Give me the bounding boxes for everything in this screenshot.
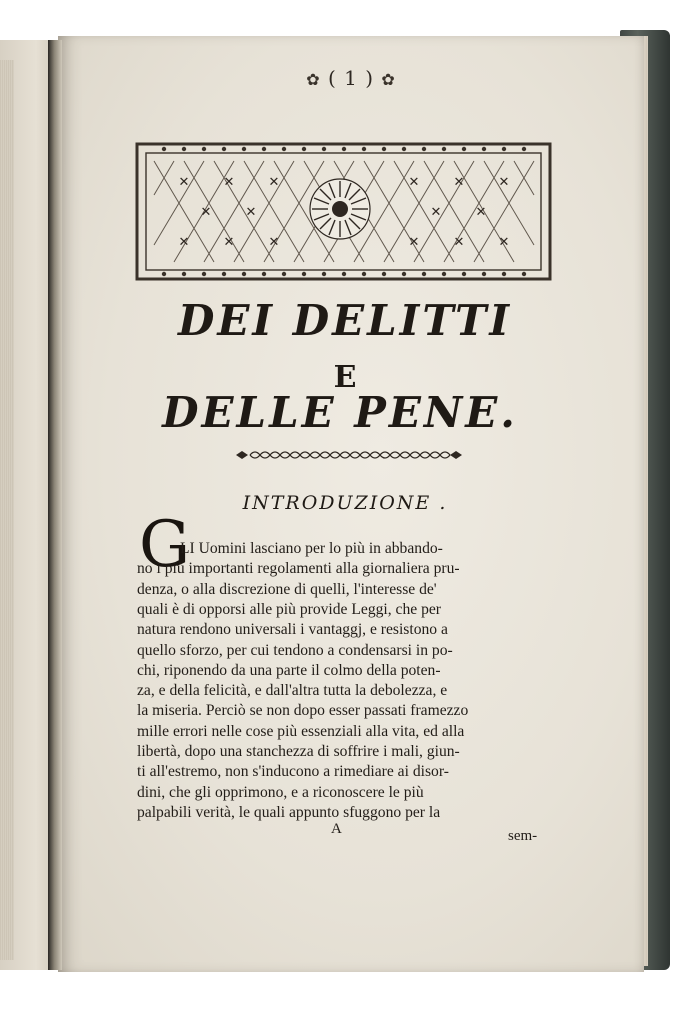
svg-text:✕: ✕ — [430, 205, 442, 220]
svg-text:✕: ✕ — [408, 235, 420, 250]
title-line-1: DEI DELITTI — [178, 296, 512, 345]
title-line-3: DELLE PENE. — [162, 388, 518, 437]
svg-text:✕: ✕ — [245, 205, 257, 220]
text-line: la miseria. Perciò se non dopo esser passati framezzo — [137, 702, 469, 720]
text-line: quello sforzo, per cui tendono a condensarsi in po- — [137, 641, 453, 659]
ornamental-divider-icon — [232, 448, 466, 462]
svg-text:✕: ✕ — [453, 175, 465, 190]
flourish-left-icon: ✿ — [306, 70, 321, 89]
ornamental-headpiece-icon — [134, 141, 553, 282]
svg-text:✕: ✕ — [268, 175, 280, 190]
flourish-right-icon: ✿ — [381, 70, 396, 89]
svg-text:✕: ✕ — [200, 205, 212, 220]
svg-text:✕: ✕ — [223, 175, 235, 190]
title-line-2: E — [333, 360, 357, 395]
svg-text:✕: ✕ — [268, 235, 280, 250]
left-page-edges — [0, 60, 14, 960]
text-line: palpabili verità, le quali appunto sfuggono per la — [137, 803, 441, 821]
text-line: ti all'estremo, non s'inducono a rimediare ai disor- — [137, 763, 449, 781]
text-line: LI Uomini lasciano per lo più in abbando- — [180, 540, 443, 557]
text-line: quali è di opporsi alle più provide Leggi, che per — [137, 600, 441, 618]
svg-text:✕: ✕ — [178, 175, 190, 190]
svg-text:✕: ✕ — [498, 175, 510, 190]
text-line: natura rendono universali i vantaggj, e resistono a — [137, 621, 448, 639]
page-number-text: ( 1 ) — [327, 66, 375, 90]
text-line: no i più importanti regolamenti alla giornaliera pru- — [137, 560, 460, 578]
svg-text:✕: ✕ — [223, 235, 235, 250]
drop-cap: G — [139, 508, 191, 582]
book-gutter — [48, 40, 62, 970]
svg-text:✕: ✕ — [475, 205, 487, 220]
signature-mark: A — [331, 821, 342, 837]
section-title: INTRODUZIONE . — [242, 492, 448, 514]
page-number — [276, 66, 426, 90]
text-line: chi, riponendo da una parte il colmo della poten- — [137, 661, 441, 679]
text-line: dini, che gli opprimono, e a riconoscere le più — [137, 783, 424, 801]
text-line: za, e della felicità, e dall'altra tutta la debolezza, e — [137, 682, 448, 700]
catchword: sem- — [508, 828, 538, 844]
text-line: denza, o alla discrezione di quelli, l'interesse de' — [137, 580, 437, 598]
svg-text:✕: ✕ — [453, 235, 465, 250]
text-line: libertà, dopo una stanchezza di soffrire i mali, giun- — [137, 743, 460, 760]
svg-text:✕: ✕ — [498, 235, 510, 250]
text-line: mille errori nelle cose più essenziali alla vita, ed alla — [137, 722, 465, 740]
svg-text:✕: ✕ — [408, 175, 420, 190]
svg-text:✕: ✕ — [178, 235, 190, 250]
